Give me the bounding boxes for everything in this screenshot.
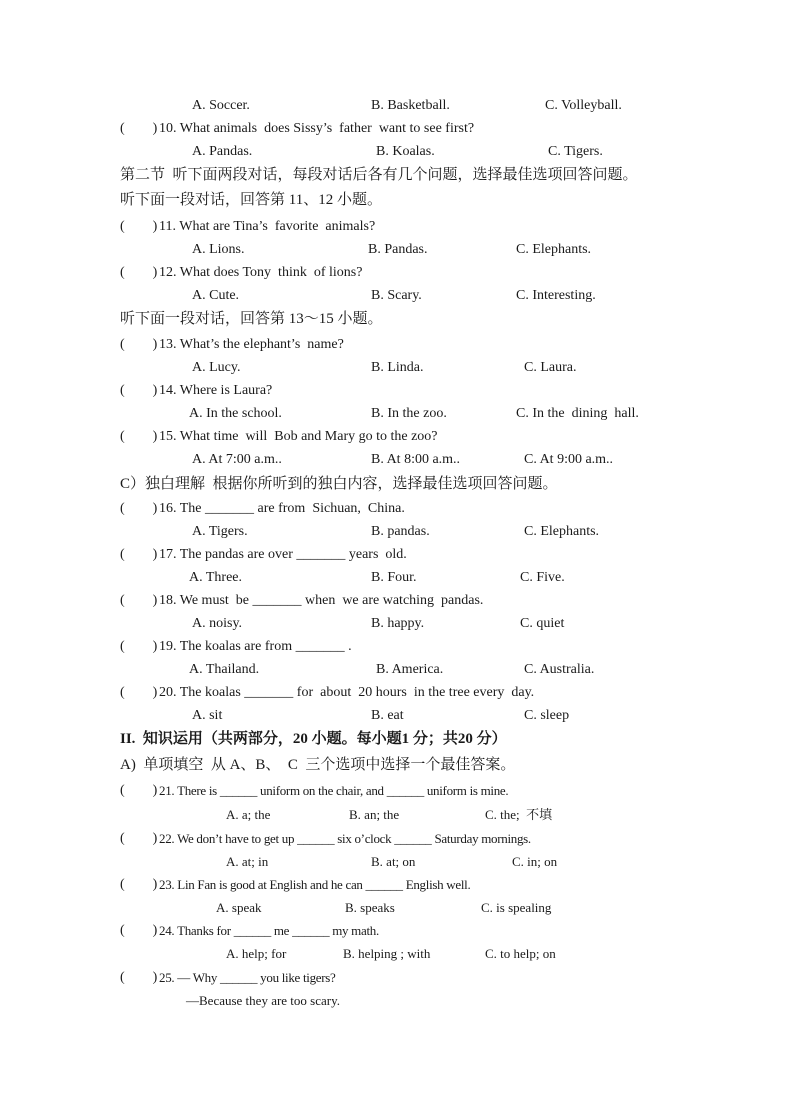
q9-option-c: C. Volleyball. xyxy=(545,98,622,113)
q23-option-a: A. speak xyxy=(216,900,262,915)
q17-option-a: A. Three. xyxy=(189,570,242,585)
answer-blank: ( ) xyxy=(120,383,158,398)
q17-option-c: C. Five. xyxy=(520,570,565,585)
question-21: 21. There is ______ uniform on the chair, and ______ uniform is mine. xyxy=(159,783,509,798)
q18-option-b: B. happy. xyxy=(371,616,425,631)
part-ii-title: II. 知识运用（共两部分，20 小题。每小题1 分；共20 分） xyxy=(120,731,507,747)
question-16: 16. The _______ are from Sichuan, China. xyxy=(159,501,405,516)
q24-option-b: B. helping ; with xyxy=(343,946,431,961)
q21-option-b: B. an; the xyxy=(349,807,400,822)
q14-option-b: B. In the zoo. xyxy=(371,406,447,421)
q20-option-c: C. sleep xyxy=(524,708,570,723)
q16-option-a: A. Tigers. xyxy=(192,524,248,539)
q11-option-c: C. Elephants. xyxy=(516,242,592,257)
question-12: 12. What does Tony think of lions? xyxy=(159,265,363,280)
section-2-title: 第二节 听下面两段对话，每段对话后各有几个问题，选择最佳选项回答问题。 xyxy=(120,167,638,183)
question-24: 24. Thanks for ______ me ______ my math. xyxy=(159,923,379,938)
q19-option-a: A. Thailand. xyxy=(189,662,260,677)
q15-option-b: B. At 8:00 a.m.. xyxy=(371,452,461,467)
q19-option-c: C. Australia. xyxy=(524,662,595,677)
q13-option-a: A. Lucy. xyxy=(192,360,241,375)
part-ii-a-title: A) 单项填空 从 A、B、 C 三个选项中选择一个最佳答案。 xyxy=(120,757,516,773)
answer-blank: ( ) xyxy=(120,337,158,352)
q13-option-c: C. Laura. xyxy=(524,360,577,375)
answer-blank: ( ) xyxy=(120,639,158,654)
answer-blank: ( ) xyxy=(120,219,158,234)
question-17: 17. The pandas are over _______ years old. xyxy=(159,547,407,562)
q24-option-a: A. help; for xyxy=(226,946,287,961)
q24-option-c: C. to help; on xyxy=(485,946,556,961)
q23-option-b: B. speaks xyxy=(345,900,395,915)
q20-option-a: A. sit xyxy=(192,708,223,723)
q22-option-a: A. at; in xyxy=(226,854,269,869)
q12-option-a: A. Cute. xyxy=(192,288,240,303)
q11-option-a: A. Lions. xyxy=(192,242,245,257)
answer-blank: ( ) xyxy=(120,877,158,892)
q9-option-b: B. Basketball. xyxy=(371,98,450,113)
q25-reply: —Because they are too scary. xyxy=(186,993,341,1008)
q12-option-b: B. Scary. xyxy=(371,288,422,303)
q16-option-b: B. pandas. xyxy=(371,524,430,539)
q10-option-b: B. Koalas. xyxy=(376,144,435,159)
answer-blank: ( ) xyxy=(120,501,158,516)
question-20: 20. The koalas _______ for about 20 hours in the tree every day. xyxy=(159,685,535,700)
q15-option-c: C. At 9:00 a.m.. xyxy=(524,452,614,467)
answer-blank: ( ) xyxy=(120,265,158,280)
q20-option-b: B. eat xyxy=(371,708,404,723)
q22-option-b: B. at; on xyxy=(371,854,416,869)
q14-option-a: A. In the school. xyxy=(189,406,282,421)
answer-blank: ( ) xyxy=(120,970,158,985)
question-10: 10. What animals does Sissy’s father want to see first? xyxy=(159,121,475,136)
q10-option-c: C. Tigers. xyxy=(548,144,603,159)
answer-blank: ( ) xyxy=(120,547,158,562)
q12-option-c: C. Interesting. xyxy=(516,288,596,303)
q18-option-c: C. quiet xyxy=(520,616,565,631)
question-22: 22. We don’t have to get up ______ six o’clock ______ Saturday mornings. xyxy=(159,831,531,846)
q11-option-b: B. Pandas. xyxy=(368,242,428,257)
q9-option-a: A. Soccer. xyxy=(192,98,250,113)
section-2-sub-2: 听下面一段对话，回答第 13～15 小题。 xyxy=(120,311,383,327)
question-11: 11. What are Tina’s favorite animals? xyxy=(159,219,376,234)
question-23: 23. Lin Fan is good at English and he can ______ English well. xyxy=(159,877,471,892)
answer-blank: ( ) xyxy=(120,923,158,938)
q10-option-a: A. Pandas. xyxy=(192,144,253,159)
question-13: 13. What’s the elephant’s name? xyxy=(159,337,344,352)
question-15: 15. What time will Bob and Mary go to the zoo? xyxy=(159,429,438,444)
answer-blank: ( ) xyxy=(120,593,158,608)
q21-option-c: C. the; 不填 xyxy=(485,807,553,822)
answer-blank: ( ) xyxy=(120,121,158,136)
q23-option-c: C. is spealing xyxy=(481,900,552,915)
q16-option-c: C. Elephants. xyxy=(524,524,600,539)
q15-option-a: A. At 7:00 a.m.. xyxy=(192,452,282,467)
question-19: 19. The koalas are from _______ . xyxy=(159,639,352,654)
answer-blank: ( ) xyxy=(120,831,158,846)
answer-blank: ( ) xyxy=(120,429,158,444)
question-18: 18. We must be _______ when we are watching pandas. xyxy=(159,593,484,608)
question-14: 14. Where is Laura? xyxy=(159,383,273,398)
q14-option-c: C. In the dining hall. xyxy=(516,406,639,421)
q22-option-c: C. in; on xyxy=(512,854,558,869)
q21-option-a: A. a; the xyxy=(226,807,271,822)
q19-option-b: B. America. xyxy=(376,662,444,677)
answer-blank: ( ) xyxy=(120,685,158,700)
q17-option-b: B. Four. xyxy=(371,570,417,585)
question-25: 25. — Why ______ you like tigers? xyxy=(159,970,336,985)
answer-blank: ( ) xyxy=(120,783,158,798)
q13-option-b: B. Linda. xyxy=(371,360,424,375)
section-2-sub-1: 听下面一段对话，回答第 11、12 小题。 xyxy=(120,192,382,208)
q18-option-a: A. noisy. xyxy=(192,616,243,631)
section-c-title: C）独白理解 根据你所听到的独白内容，选择最佳选项回答问题。 xyxy=(120,476,558,492)
